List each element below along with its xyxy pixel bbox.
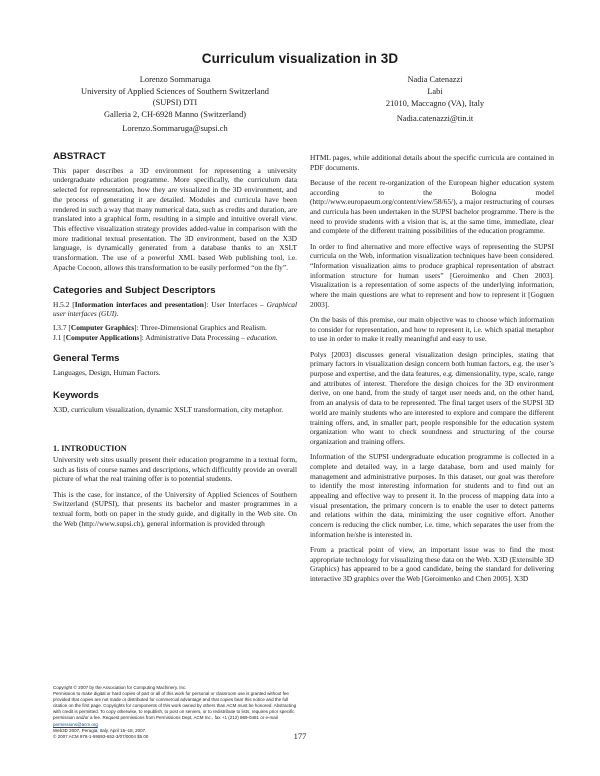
- intro-paragraph: This is the case, for instance, of the University of Applied Sciences of Southern Switzerland (SUPSI), that presents its bachelor and master programmes in a textual form, both on paper in the study guide, and digitally in the Web site. On the Web (http://www.supsi.ch), general information is provided through: [53, 489, 297, 528]
- permissions-email-link[interactable]: permissions@acm.org: [53, 721, 98, 727]
- author-address: Galleria 2, CH-6928 Manno (Switzerland): [103, 109, 247, 119]
- body-paragraph: Information of the SUPSI undergraduate education programme is collected in a complete and detailed way, in a large database, born and used mainly for management and administrative purposes. In this dataset, our goal was therefore to identify the most interesting information for students and to find out an appealing and effective way to present it. In the process of mapping data into a visual presentation, the primary concern is to enable the user to detect patterns and relations within the data, minimizing the user cognitive effort. Another concern is reducing the click number, i.e. time, which separates the user from the information he/she is interested in.: [310, 452, 554, 539]
- body-paragraph: Because of the recent re-organization of the European higher education system according to the Bologna model (http://www.europaeum.org/content/view/58/65/), a major restructuring of courses and curricula has been undertaken in the SUPSI bachelor programme. There is the need to provide students with a vision that is, at the same time, immediate, clear and complete of the different training possibilities of the education programme.: [310, 177, 554, 236]
- body-paragraph: On the basis of this premise, our main objective was to choose which information to consider for representation, and how to represent it, i.e. which spatial metaphor to use in order to make it really meaningful and easy to use.: [310, 315, 554, 344]
- author-affiliation: University of Applied Sciences of Southern Switzerland: [81, 86, 269, 96]
- footnote-line: Permission to make digital or hard copies of part or all of this work for personal or classroom use is granted without fee provided that copies are not made or distributed for commercial advantage and that copies bear this notice and the full citation on the first page. Copyrights for components of this work owned by others than ACM must be honored. Abstracting with credit is permitted. To copy otherwise, to republish, to post on servers, or to redistribute to lists, requires prior specific permission and/or a fee. Request permissions from Permissions Dept, ACM Inc., fax +1 (212) 869-0481 or e-mail: [53, 691, 297, 721]
- author-email[interactable]: Nadia.catenazzi@tin.it: [396, 114, 474, 124]
- page-number: 177: [293, 731, 307, 741]
- right-column: [310, 153, 554, 589]
- body-paragraph: Polys [2003] discusses general visualization design principles, stating that primary factors in visualization design concern both human factors, e.g. the user’s purpose and expertise, and the data features, e.g. dimensionality, type, scale, range and attributes of interest. Therefore the design choices for the 3D environment derive, on one hand, from the study of target user needs and, on the other hand, from an analysis of data to be represented. The final target users of the SUPSI 3D world are mainly students who are interested to explore and compare the different training offers, and, in smaller part, people responsible for the education system organization who want to check soundness and structuring of the course organization and training offers.: [310, 349, 554, 446]
- body-paragraph: In order to find alternative and more effective ways of representing the SUPSI curricula on the Web, information visualization techniques have been considered. “Information visualization aims to produce graphical representation of abstract information structure for human users” [Geroimenko and Chen 2003]. Visualization is a representation of some aspects of the underlying information, where the main questions are what to represent and how to represent it [Goguen 2003].: [310, 241, 554, 309]
- abstract-text: This paper describes a 3D environment for representing a university undergraduate education programme. More specifically, the curriculum data selected for representation, how they are visualized in the 3D environment, and the process of generating it are detailed. Modules and curricula have been rendered in such a way that many numerical data, such as credits and duration, are translated into a graphical form, resulting in a simple and intuitive overall view. This effective visualization strategy provides added-value in comparison with the more traditional textual presentation. The 3D environment, based on the X3D language, is dynamically generated from a database thanks to an XSLT transformation. The use of a powerful XML based Web publishing tool, i.e. Apache Cocoon, allows this transformation to be easily performed “on the fly”.: [53, 165, 297, 272]
- body-paragraph: From a practical point of view, an important issue was to find the most appropriate technology for visualizing these data on the Web. X3D (Extensible 3D Graphics) has appeared to be a good candidate, being the standard for delivering interactive 3D graphics over the Web [Geroimenko and Chen 2005]. X3D: [310, 545, 554, 584]
- body-paragraph: HTML pages, while additional details about the specific curricula are contained in PDF documents.: [310, 153, 554, 172]
- category-item: I.3.7 [Computer Graphics]: Three-Dimensional Graphics and Realism.: [53, 323, 267, 333]
- introduction-heading: 1. INTRODUCTION: [53, 444, 127, 454]
- general-terms-heading: General Terms: [53, 353, 120, 365]
- author-email[interactable]: Lorenzo.Sommaruga@supsi.ch: [122, 124, 228, 134]
- footnote-line: Copyright © 2007 by the Association for Computing Machinery, Inc.: [53, 685, 187, 690]
- footnote-isbn: © 2007 ACM 978-1-59593-652-3/07/0004 $5.00: [53, 733, 149, 739]
- intro-paragraph: University web sites usually present their education programme in a textual form, such as lists of course names and descriptions, which difficultly provide an overall picture of what the real training offer is to potential students.: [53, 454, 297, 484]
- author-affiliation: Labi: [427, 86, 443, 96]
- author-dept: (SUPSI) DTI: [152, 98, 198, 108]
- author-address: 21010, Maccagno (VA), Italy: [385, 98, 485, 108]
- footnote-venue: Web3D 2007, Perugia, Italy, April 15–18, 2007.: [53, 727, 147, 733]
- paper-title: Curriculum visualization in 3D: [201, 51, 399, 66]
- left-column: [53, 152, 297, 534]
- author-name: Nadia Catenazzi: [407, 75, 463, 84]
- category-item: H.5.2 [Information interfaces and presentation]: User Interfaces – Graphical user interfaces (GUI).: [53, 299, 297, 319]
- author-name: Lorenzo Sommaruga: [139, 75, 211, 84]
- author-block-2: [340, 74, 530, 125]
- category-item: J.1 [Computer Applications]: Administrative Data Processing – education.: [53, 332, 278, 342]
- abstract-heading: ABSTRACT: [53, 151, 106, 162]
- author-block-1: [55, 74, 295, 135]
- keywords-text: X3D, curriculum visualization, dynamic XSLT transformation, city metaphor.: [53, 405, 284, 415]
- keywords-heading: Keywords: [53, 390, 99, 402]
- general-terms-text: Languages, Design, Human Factors.: [53, 368, 161, 378]
- categories-heading: Categories and Subject Descriptors: [53, 284, 216, 296]
